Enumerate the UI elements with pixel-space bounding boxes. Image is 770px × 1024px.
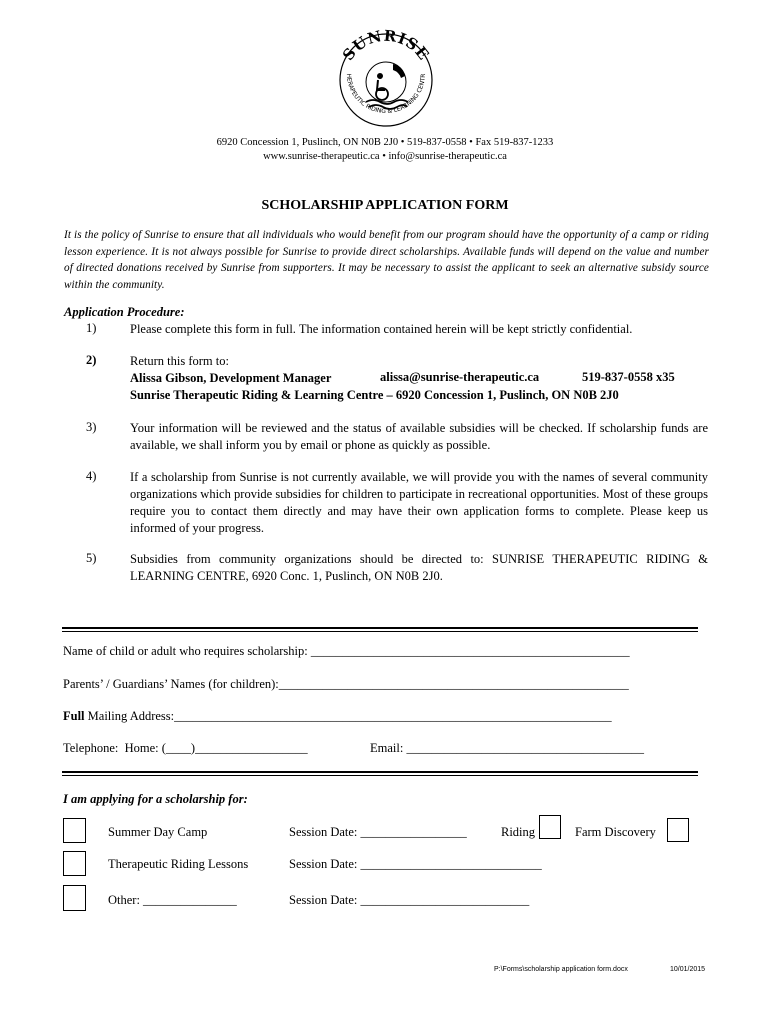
farm-discovery-label: Farm Discovery	[575, 825, 656, 839]
guardians-name-field[interactable]: Parents’ / Guardians’ Names (for children):________________________________________________________	[63, 677, 629, 691]
step-number: 3)	[86, 420, 97, 434]
logo-top-text: SUNRISE	[338, 26, 434, 65]
riding-label: Riding	[501, 825, 536, 839]
other-checkbox[interactable]	[63, 885, 86, 911]
step-text: If a scholarship from Sunrise is not currently available, we will provide you with the names of several community organizations which provide subsidies for children to participate in recreational opportunities. Most of these groups require you to contact them directly and may have their own application forms to complete. Please keep us informed of your progress.	[130, 470, 708, 535]
apply-heading: I am applying for a scholarship for:	[63, 792, 248, 806]
step-text: Return this form to:	[130, 354, 229, 368]
section-divider	[62, 771, 698, 776]
svg-text:SUNRISE	[339, 27, 433, 64]
summer-camp-checkbox[interactable]	[63, 818, 86, 843]
email-field[interactable]: Email: ______________________________________	[370, 741, 644, 755]
step-text: Please complete this form in full. The information contained herein will be kept strictly confidential.	[130, 322, 633, 336]
step-number: 5)	[86, 551, 97, 565]
step-number: 1)	[86, 321, 97, 335]
mailing-address-field[interactable]	[63, 709, 612, 724]
step-text: Subsidies from community organizations should be directed to: SUNRISE THERAPEUTIC RIDING & LEARNING CENTRE, 6920 Conc. 1, Puslinch, ON N0B 2J0.	[130, 552, 708, 583]
child-name-field[interactable]: Name of child or adult who requires scholarship: ___________________________________________________	[63, 644, 630, 658]
mailing-label-bold: Full	[63, 709, 85, 723]
session-date-field[interactable]: Session Date: ___________________________	[289, 893, 530, 907]
header-address: 6920 Concession 1, Puslinch, ON N0B 2J0 • 519-837-0558 • Fax 519-837-1233	[216, 137, 554, 148]
option-label: Therapeutic Riding Lessons	[108, 857, 249, 871]
other-field[interactable]: Other: _______________	[108, 893, 237, 907]
page-title: SCHOLARSHIP APPLICATION FORM	[261, 198, 509, 213]
sunrise-logo-icon	[333, 24, 439, 134]
contact-name: Alissa Gibson, Development Manager	[130, 371, 332, 385]
logo-ring-text: HERAPEUTIC RIDING & LEARNING CENTR	[344, 73, 428, 116]
telephone-field[interactable]: Telephone: Home: (____)__________________	[63, 741, 308, 755]
session-date-field[interactable]: Session Date: _________________	[289, 825, 467, 839]
procedure-heading: Application Procedure:	[64, 305, 185, 319]
contact-address: Sunrise Therapeutic Riding & Learning Centre – 6920 Concession 1, Puslinch, ON N0B 2J0	[130, 388, 619, 402]
riding-lessons-checkbox[interactable]	[63, 851, 86, 876]
mailing-label: Mailing Address:______________________________________________________________________	[84, 709, 612, 723]
contact-email[interactable]: alissa@sunrise-therapeutic.ca	[380, 370, 540, 384]
step-text: Your information will be reviewed and the status of available subsidies will be checked. If scholarship funds are available, we shall inform you by email or phone as quickly as possible.	[130, 421, 708, 452]
policy-text: It is the policy of Sunrise to ensure that all individuals who would benefit from our program should have the opportunity of a camp or riding lesson experience. It is not always possible for Sunrise to provide direct scholarships. Available funds will depend on the value and number of directed donations received by Sunrise from supporters. It may be necessary to assist the applicant to seek an alternative subsidy source within the community.	[64, 229, 709, 291]
contact-phone: 519-837-0558 x35	[582, 370, 675, 384]
header-web: www.sunrise-therapeutic.ca • info@sunrise-therapeutic.ca	[263, 151, 507, 162]
step-number: 2)	[86, 353, 97, 367]
riding-checkbox[interactable]	[539, 815, 561, 839]
farm-discovery-checkbox[interactable]	[667, 818, 689, 842]
section-divider	[62, 627, 698, 632]
option-label: Summer Day Camp	[108, 825, 208, 839]
footer-date: 10/01/2015	[670, 966, 706, 973]
footer-path: P:\Forms\scholarship application form.docx	[494, 966, 628, 973]
step-number: 4)	[86, 469, 97, 483]
session-date-field[interactable]: Session Date: _____________________________	[289, 857, 542, 871]
